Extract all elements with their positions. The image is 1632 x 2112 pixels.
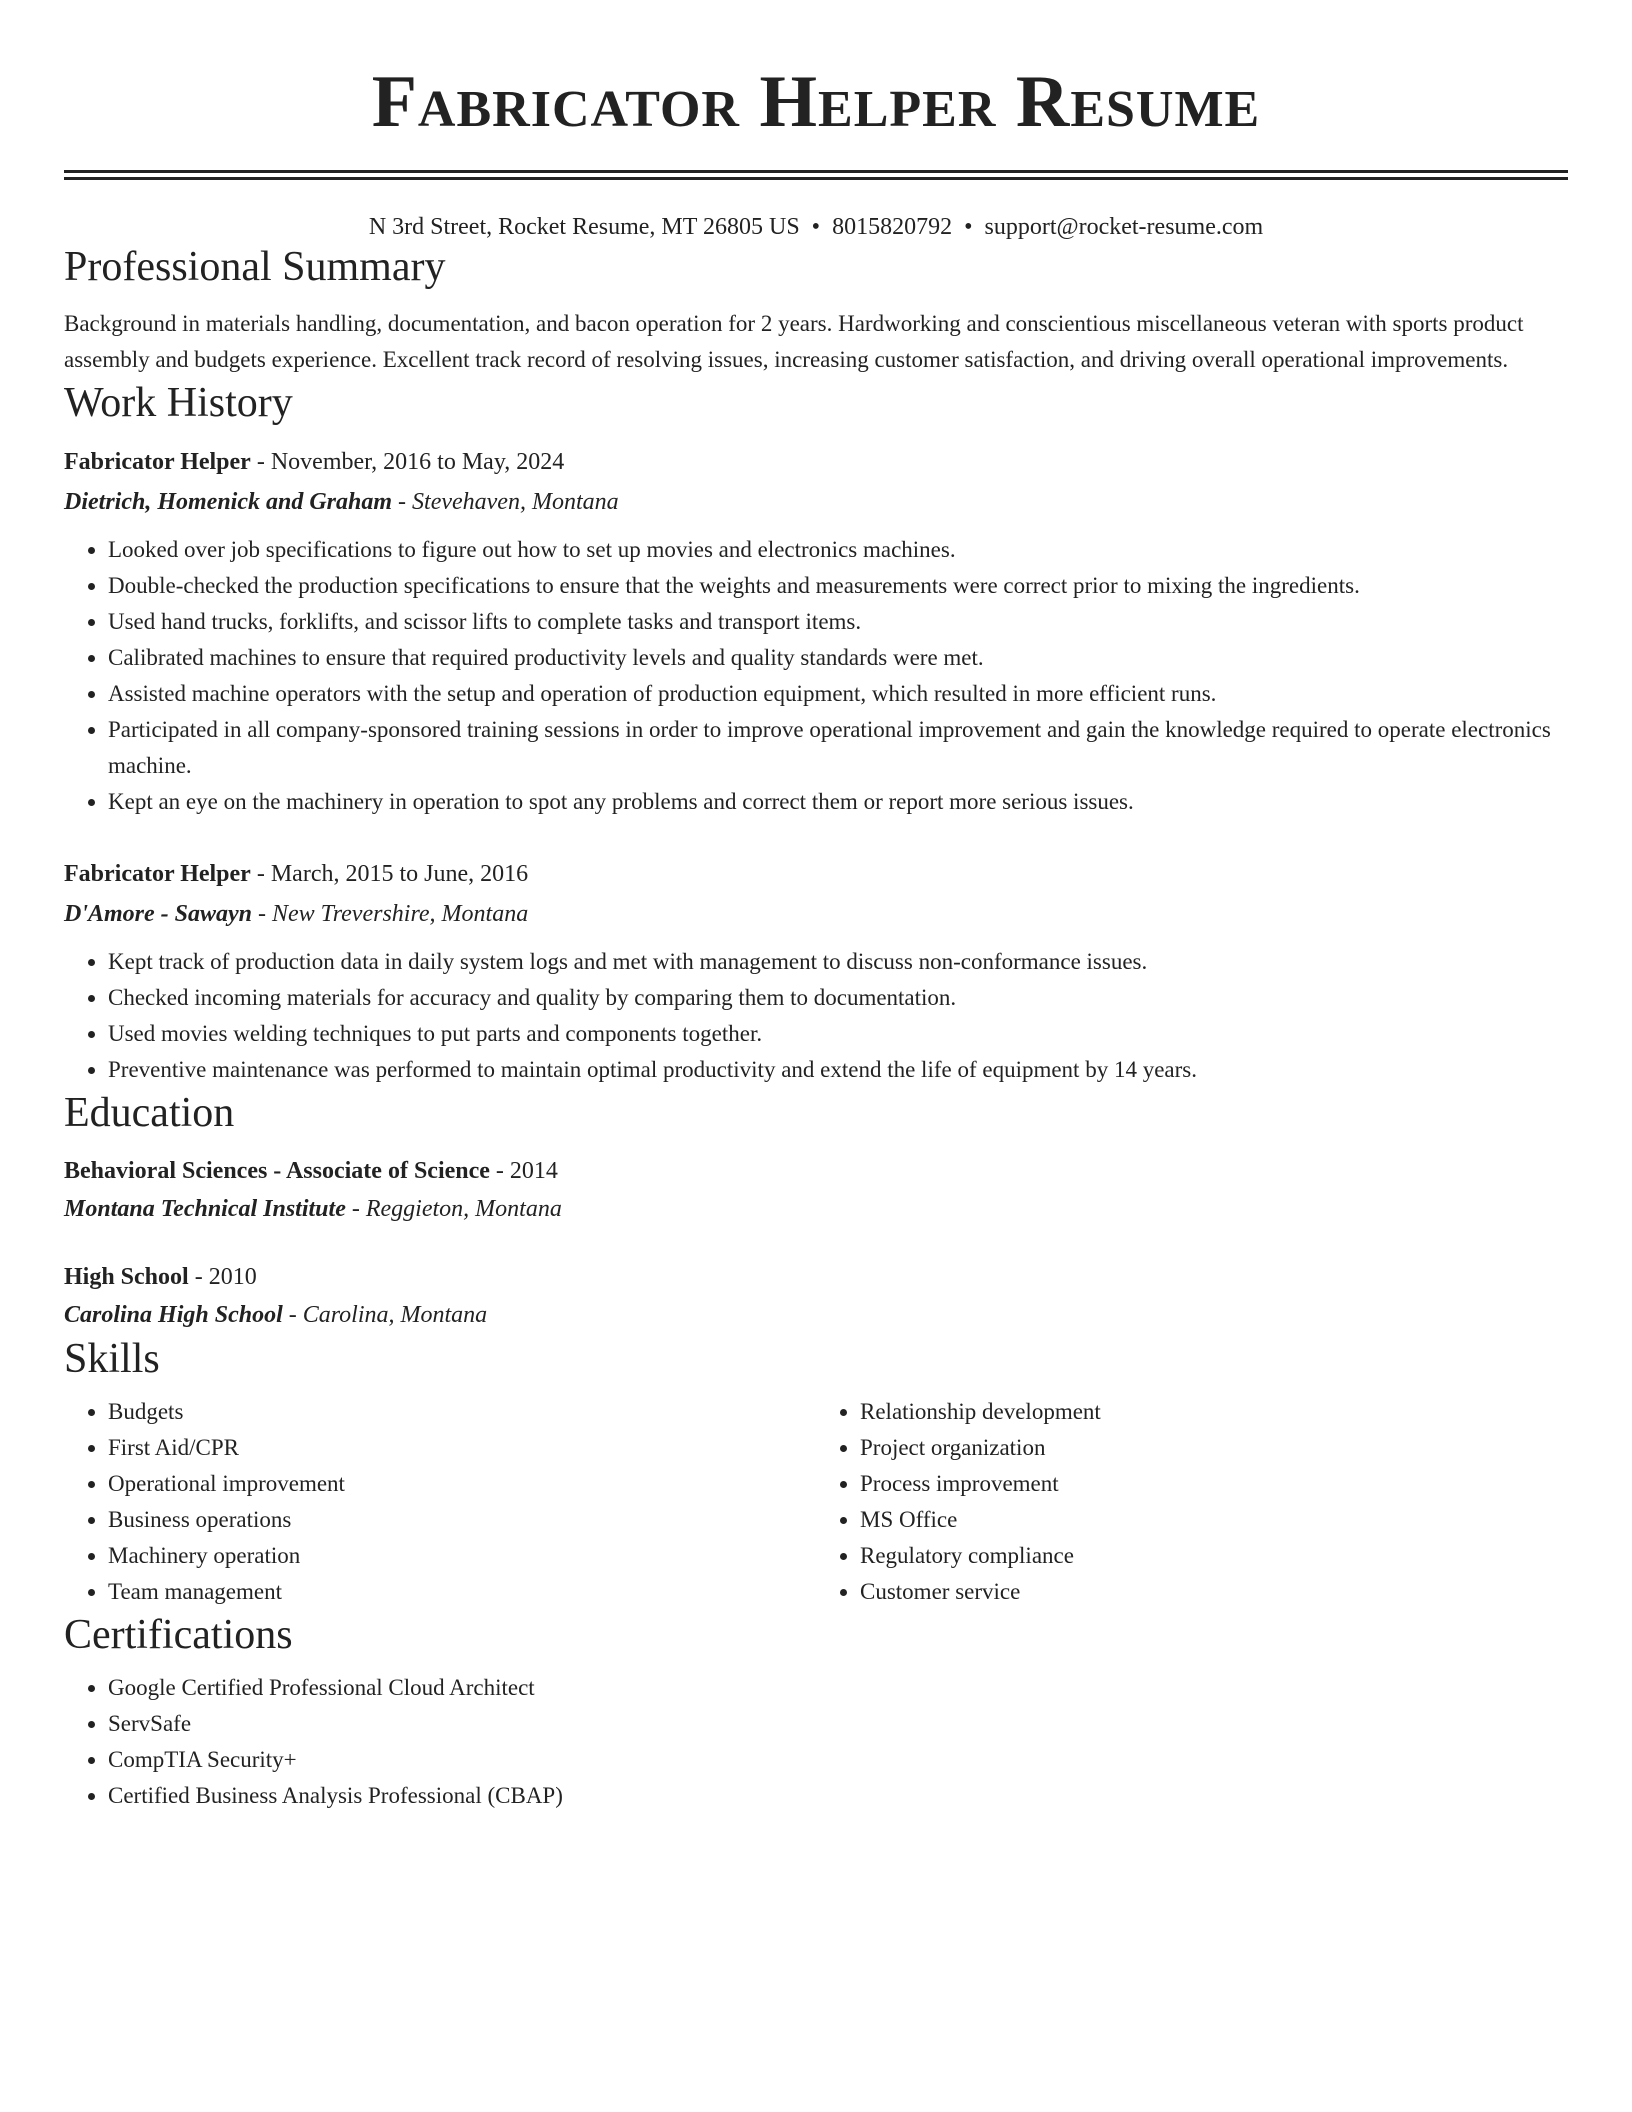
skill-item: • MS Office [860, 1502, 1568, 1538]
job-header [64, 442, 1568, 482]
education-year: - 2014 [489, 1158, 558, 1184]
skill-item: • Regulatory compliance [860, 1538, 1568, 1574]
skills-column-left [64, 1394, 816, 1610]
certifications-heading: Certifications [64, 1612, 293, 1658]
job-company: Dietrich, Homenick and Graham [64, 489, 393, 515]
contact-line [64, 212, 1568, 242]
job-duty-item: • Calibrated machines to ensure that required productivity levels and quality standards were met. [108, 640, 1568, 676]
job-duty-item: • Used movies welding techniques to put parts and components together. [108, 1016, 1568, 1052]
education-school: Carolina High School [64, 1302, 283, 1328]
work-history-heading: Work History [64, 380, 293, 426]
job-duty-item: • Preventive maintenance was performed to maintain optimal productivity and extend the life of equipment by 14 years. [108, 1052, 1568, 1088]
education-school-line [64, 1190, 1568, 1228]
job-employer [64, 894, 1568, 934]
certification-item: • Google Certified Professional Cloud Architect [108, 1670, 1568, 1706]
job-duties [64, 944, 1568, 1088]
job-duties [64, 532, 1568, 820]
skill-item: • Business operations [108, 1502, 816, 1538]
title-divider [64, 170, 1568, 180]
education-entry [64, 1152, 1568, 1228]
job-entry [64, 854, 1568, 1088]
contact-separator: • [811, 214, 821, 240]
education-degree: High School [64, 1264, 189, 1290]
certifications-list [64, 1670, 1568, 1814]
education-location: - Carolina, Montana [282, 1302, 488, 1328]
job-company: D'Amore - Sawayn [64, 901, 253, 927]
skill-item: • Relationship development [860, 1394, 1568, 1430]
job-employer [64, 482, 1568, 522]
education-degree-line [64, 1258, 1568, 1296]
education-heading: Education [64, 1090, 235, 1136]
certification-item: • Certified Business Analysis Professional (CBAP) [108, 1778, 1568, 1814]
job-dates: - November, 2016 to May, 2024 [250, 449, 565, 475]
job-duty-item: • Participated in all company-sponsored training sessions in order to improve operational improvement and gain the knowledge required to operate electronics machine. [108, 712, 1568, 784]
skill-item: • Customer service [860, 1574, 1568, 1610]
job-role: Fabricator Helper [64, 861, 251, 887]
skill-item: • Team management [108, 1574, 816, 1610]
job-duty-item: • Kept track of production data in daily system logs and met with management to discuss non-conformance issues. [108, 944, 1568, 980]
education-degree: Behavioral Sciences - Associate of Science [64, 1158, 490, 1184]
job-duty-item: • Double-checked the production specifications to ensure that the weights and measurements were correct prior to mixing the ingredients. [108, 568, 1568, 604]
skill-item: • Process improvement [860, 1466, 1568, 1502]
skill-item: • Machinery operation [108, 1538, 816, 1574]
skills-heading: Skills [64, 1336, 160, 1382]
certification-item: • ServSafe [108, 1706, 1568, 1742]
job-duty-item: • Kept an eye on the machinery in operation to spot any problems and correct them or report more serious issues. [108, 784, 1568, 820]
education-school-line [64, 1296, 1568, 1334]
resume-title: Fabricator Helper Resume [371, 61, 1261, 143]
job-dates: - March, 2015 to June, 2016 [250, 861, 529, 887]
contact-email: support@rocket-resume.com [984, 214, 1264, 240]
summary-text: Background in materials handling, documentation, and bacon operation for 2 years. Hardworking and conscientious miscellaneous veteran with sports product assembly and budgets experience. Excellent track record of resolving issues, increasing customer satisfaction, and driving overall operational improvements. [64, 311, 1524, 372]
job-duty-item: • Looked over job specifications to figure out how to set up movies and electronics machines. [108, 532, 1568, 568]
job-duty-item: • Assisted machine operators with the setup and operation of production equipment, which resulted in more efficient runs. [108, 676, 1568, 712]
education-entry [64, 1258, 1568, 1334]
skills-list [64, 1394, 1568, 1610]
job-entry [64, 442, 1568, 820]
job-duty-item: • Used hand trucks, forklifts, and scissor lifts to complete tasks and transport items. [108, 604, 1568, 640]
education-school: Montana Technical Institute [64, 1196, 346, 1222]
skill-item: • Operational improvement [108, 1466, 816, 1502]
contact-phone: 8015820792 [832, 214, 953, 240]
job-role: Fabricator Helper [64, 449, 251, 475]
skill-item: • Project organization [860, 1430, 1568, 1466]
job-location: - Stevehaven, Montana [392, 489, 619, 515]
education-location: - Reggieton, Montana [345, 1196, 562, 1222]
job-duty-item: • Checked incoming materials for accuracy and quality by comparing them to documentation. [108, 980, 1568, 1016]
summary-heading: Professional Summary [64, 244, 446, 290]
education-degree-line [64, 1152, 1568, 1190]
job-header [64, 854, 1568, 894]
education-year: - 2010 [188, 1264, 257, 1290]
skills-column-right [816, 1394, 1568, 1610]
job-location: - New Trevershire, Montana [252, 901, 529, 927]
skill-item: • First Aid/CPR [108, 1430, 816, 1466]
certification-item: • CompTIA Security+ [108, 1742, 1568, 1778]
skill-item: • Budgets [108, 1394, 816, 1430]
contact-address: N 3rd Street, Rocket Resume, MT 26805 US [368, 214, 800, 240]
contact-separator: • [964, 214, 973, 240]
